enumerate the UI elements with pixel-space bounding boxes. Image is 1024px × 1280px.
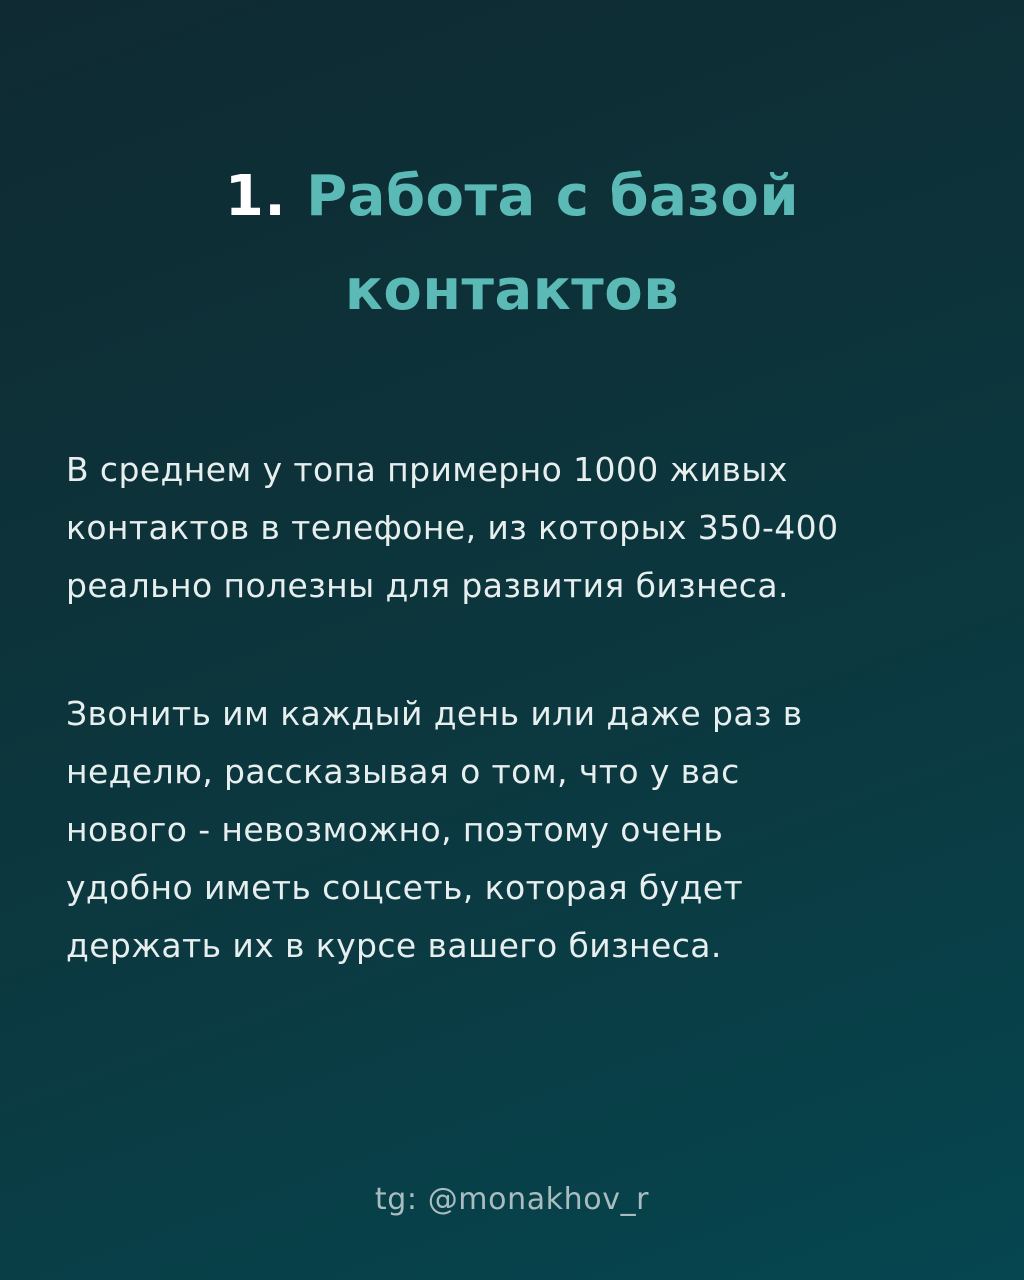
title-line-1: Работа с базой xyxy=(306,164,800,229)
title-line-2: контактов xyxy=(344,258,680,323)
paragraph-contacts: В среднем у топа примерно 1000 живых контактов в телефоне, из которых 350-400 реально полезны для развития бизнеса. xyxy=(66,450,839,605)
slide-title xyxy=(0,150,1024,338)
paragraph-social: Звонить им каждый день или даже раз в неделю, рассказывая о том, что у вас нового - невозможно, поэтому очень удобно иметь соцсеть, которая будет держать их в курсе вашего бизнеса. xyxy=(66,694,803,965)
title-number: 1. xyxy=(224,164,307,229)
telegram-handle: tg: @monakhov_r xyxy=(374,1182,650,1217)
